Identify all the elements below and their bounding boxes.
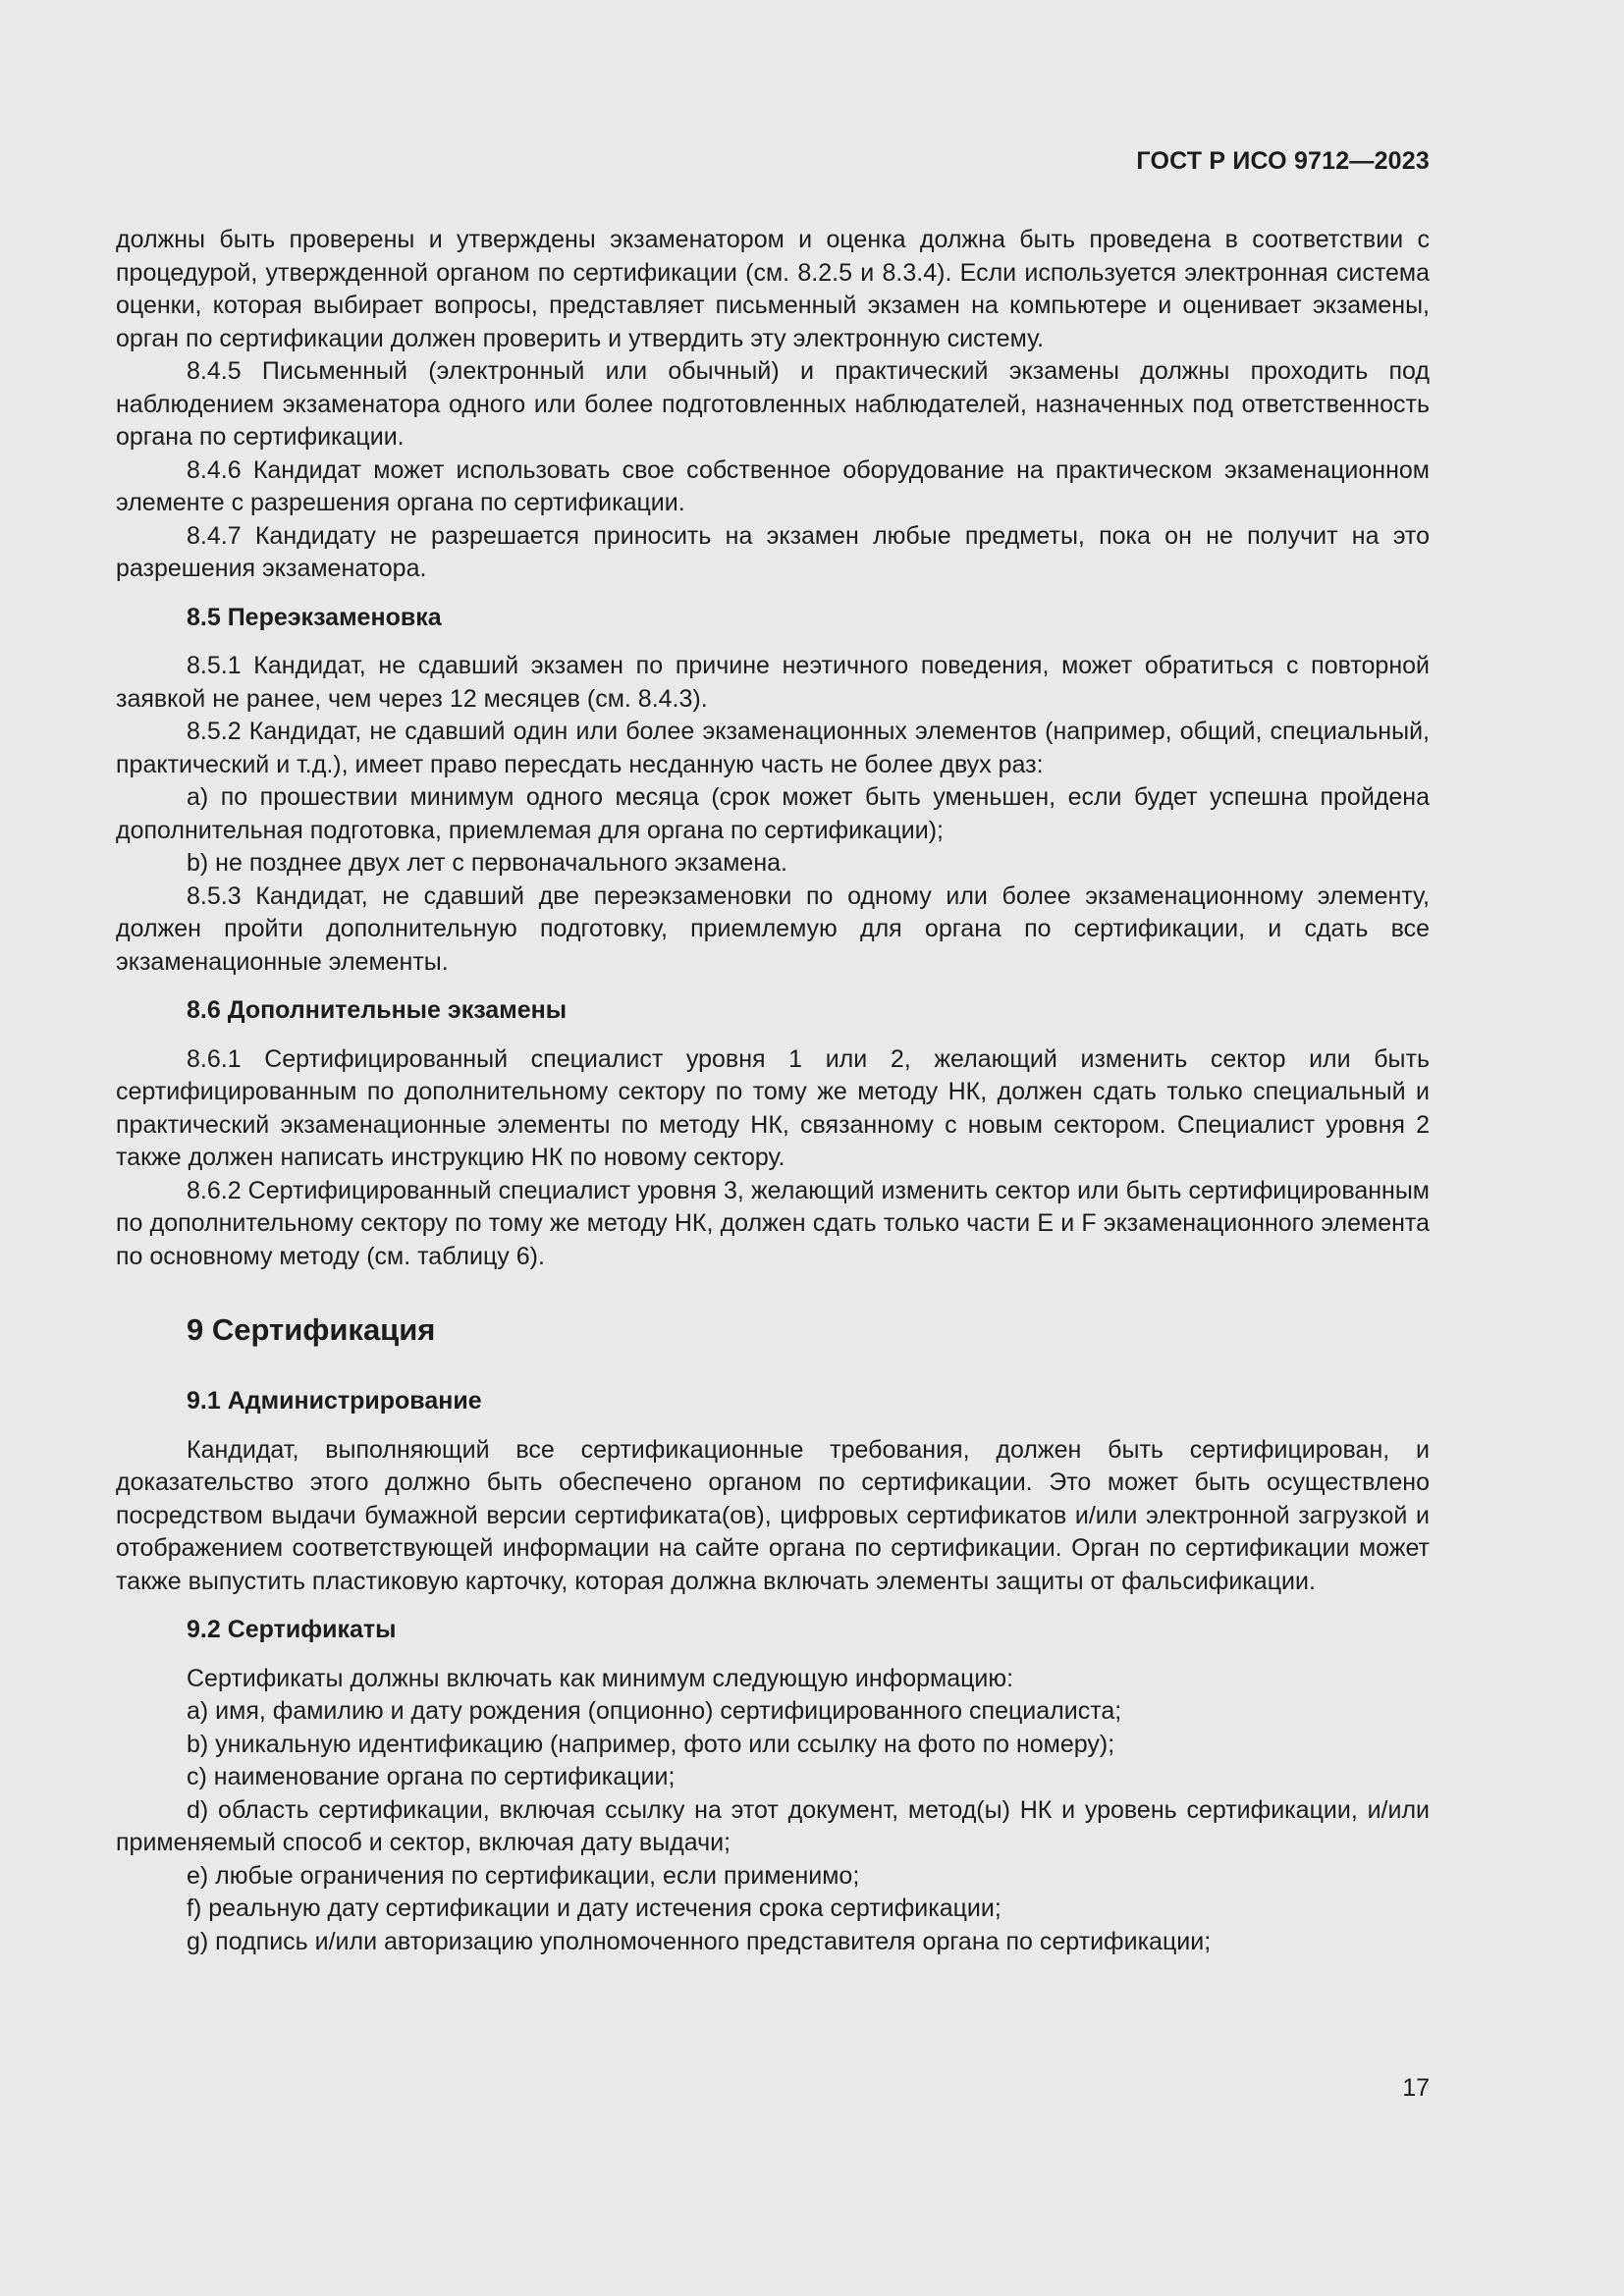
heading-9-2: 9.2 Сертификаты	[187, 1616, 397, 1643]
clause-9-2-intro: Сертификаты должны включать как минимум следующую информацию:	[187, 1664, 1014, 1692]
heading-8-5: 8.5 Переэкзаменовка	[187, 603, 442, 631]
clause-8-4-6: 8.4.6 Кандидат может использовать свое собственное оборудование на практическом экзаменационном элементе с разрешения органа по сертификации.	[116, 455, 1430, 516]
heading-9-1: 9.1 Администрирование	[187, 1387, 482, 1415]
clause-8-4-5: 8.4.5 Письменный (электронный или обычный) и практический экзамены должны проходить под наблюдением экзаменатора одного или более подготовленных наблюдателей, назначенных под ответственность органа по сертификации.	[116, 357, 1430, 451]
clause-8-6-2: 8.6.2 Сертифицированный специалист уровня 3, желающий изменить сектор или быть сертифицированным по дополнительному сектору по тому же методу НК, должен сдать только части E и F экзаменационного элемента по основному методу (см. таблицу 6).	[116, 1176, 1430, 1270]
list-item-9-2-b: b) уникальную идентификацию (например, фото или ссылку на фото по номеру);	[187, 1730, 1115, 1758]
list-item-9-2-e: e) любые ограничения по сертификации, если применимо;	[187, 1861, 860, 1890]
clause-8-5-1: 8.5.1 Кандидат, не сдавший экзамен по причине неэтичного поведения, может обратиться с повторной заявкой не ранее, чем через 12 месяцев (см. 8.4.3).	[116, 652, 1430, 713]
clause-8-4-7: 8.4.7 Кандидату не разрешается приносить на экзамен любые предметы, пока он не получит на это разрешения экзаменатора.	[116, 521, 1430, 582]
list-item-8-5-2-b: b) не позднее двух лет с первоначального экзамена.	[187, 849, 787, 877]
page-content	[116, 224, 1430, 1958]
heading-8-6: 8.6 Дополнительные экзамены	[187, 996, 568, 1024]
clause-8-5-3: 8.5.3 Кандидат, не сдавший две переэкзаменовки по одному или более экзаменационному элементу, должен пройти дополнительную подготовку, приемлемую для органа по сертификации, и сдать все экзаменационные элементы.	[116, 881, 1430, 976]
list-item-8-5-2-a: a) по прошествии минимум одного месяца (срок может быть уменьшен, если будет успешна пройдена дополнительная подготовка, приемлемая для органа по сертификации);	[116, 783, 1430, 844]
clause-8-6-1: 8.6.1 Сертифицированный специалист уровня 1 или 2, желающий изменить сектор или быть сертифицированным по дополнительному сектору по тому же методу НК, должен сдать только специальный и практический экзаменационные элементы по методу НК, связанному с новым сектором. Специалист уровня 2 также должен написать инструкцию НК по новому сектору.	[116, 1044, 1430, 1171]
list-item-9-2-a: a) имя, фамилию и дату рождения (опционно) сертифицированного специалиста;	[187, 1697, 1122, 1725]
list-item-9-2-c: c) наименование органа по сертификации;	[187, 1763, 676, 1790]
list-item-9-2-d: d) область сертификации, включая ссылку на этот документ, метод(ы) НК и уровень сертификации, и/или применяемый способ и сектор, включая дату выдачи;	[116, 1795, 1430, 1856]
paragraph-continuation: должны быть проверены и утверждены экзаменатором и оценка должна быть проведена в соответствии с процедурой, утвержденной органом по сертификации (см. 8.2.5 и 8.3.4). Если используется электронная система оценки, которая выбирает вопросы, представляет письменный экзамен на компьютере и оценивает экзамены, орган по сертификации должен проверить и утвердить эту электронную систему.	[116, 226, 1430, 352]
list-item-9-2-f: f) реальную дату сертификации и дату истечения срока сертификации;	[187, 1895, 1001, 1922]
page-number: 17	[1402, 2074, 1430, 2102]
section-heading-9: 9 Сертификация	[187, 1312, 436, 1347]
document-code: ГОСТ Р ИСО 9712—2023	[1136, 147, 1430, 175]
clause-9-1-text: Кандидат, выполняющий все сертификационные требования, должен быть сертифицирован, и доказательство этого должно быть обеспечено органом по сертификации. Это может быть осуществлено посредством выдачи бумажной версии сертификата(ов), цифровых сертификатов и/или электронной загрузкой и отображением соответствующей информации на сайте органа по сертификации. Орган по сертификации может также выпустить пластиковую карточку, которая должна включать элементы защиты от фальсификации.	[116, 1435, 1430, 1595]
list-item-9-2-g: g) подпись и/или авторизацию уполномоченного представителя органа по сертификации;	[187, 1927, 1212, 1955]
clause-8-5-2: 8.5.2 Кандидат, не сдавший один или более экзаменационных элементов (например, общий, специальный, практический и т.д.), имеет право пересдать несданную часть не более двух раз:	[116, 718, 1430, 778]
